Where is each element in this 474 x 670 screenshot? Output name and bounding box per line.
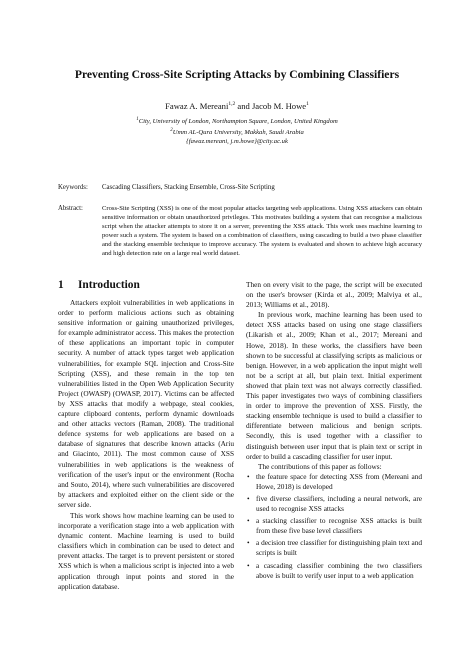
contribution-text: the feature space for detecting XSS from (Mereani and Howe, 2018) is developed bbox=[256, 471, 422, 491]
abstract-paragraph: Cross-Site Scripting (XSS) is one of the most popular attacks targeting web applications. Using XSS attackers can obtain sensitive information or obtain unauthorized privileges. This motivates building a system that can recognise a malicious script when the attacker attempts to store it on a server, preventing the XSS attack. This work uses machine learning to power such a system. The system is based on a combination of classifiers, using cascading to build a two phase classifier and the stacking ensemble technique to improve accuracy. The system is evaluated and shown to achieve high accuracy and high detection rate on a large real world dataset. bbox=[102, 205, 422, 258]
contribution-text: a stacking classifier to recognise XSS attacks is built from these five base level classifiers bbox=[256, 516, 422, 536]
body-paragraph: In previous work, machine learning has been used to detect XSS attacks based on using one stage classifiers (Likarish et al., 2009; Khan et al., 2017; Mereani and Howe, 2018). In these works, the classifiers have been shown to be successful at classifying scripts as malicious or benign. However, in a web application the input might well not be a script at all, but plain text. Initial experiment showed that plain text was not always correctly classified. This paper investigates two ways of combining classifiers in order to improve the prevention of XSS. Firstly, the stacking ensemble technique is used to build a classifier to differentiate between malicious and benign scripts. Secondly, this is used together with a classifier to distinguish between user input that is plain text or script in order to build a cascading classifier for user input. bbox=[246, 310, 422, 461]
abstract-label: Abstract: bbox=[58, 205, 83, 212]
paper-title: Preventing Cross-Site Scripting Attacks by Combining Classifiers bbox=[74, 68, 400, 81]
contribution-text: a decision tree classifier for distinguishing plain text and scripts is built bbox=[256, 538, 422, 558]
body-paragraph: Then on every visit to the page, the script will be executed on the user's browser (Kirda et al., 2009; Malviya et al., 2013; Williams et al., 2018). bbox=[246, 280, 422, 310]
bullet-icon: • bbox=[247, 471, 250, 481]
abstract-text bbox=[102, 204, 422, 259]
bullet-icon: • bbox=[247, 516, 250, 526]
contribution-list-item bbox=[246, 494, 422, 514]
contribution-list-item bbox=[246, 472, 422, 492]
section-heading bbox=[58, 279, 140, 291]
section-title: Introduction bbox=[78, 279, 140, 291]
section-number: 1 bbox=[58, 279, 64, 291]
affiliation-email: {fawaz.mereani, j.m.howe}@city.ac.uk bbox=[186, 138, 288, 145]
affiliation-1-text: City, University of London, Northampton Square, London, United Kingdom bbox=[138, 118, 338, 126]
keywords-label: Keywords: bbox=[58, 184, 88, 191]
bullet-icon: • bbox=[247, 538, 250, 548]
contribution-text: a cascading classifier combining the two classifiers above is built to verify user input to a web application bbox=[256, 560, 422, 580]
author-superscript: 1,2 bbox=[228, 101, 236, 108]
author-line bbox=[0, 101, 474, 111]
keywords-text: Cascading Classifiers, Stacking Ensemble, Cross-Site Scripting bbox=[102, 184, 275, 191]
left-column bbox=[58, 298, 234, 592]
affiliation-2-superscript: 2 bbox=[170, 128, 173, 133]
body-paragraph: The contributions of this paper as follows: bbox=[258, 461, 382, 471]
contribution-text: five diverse classifiers, including a neural network, are used to recognise XSS attacks bbox=[256, 493, 422, 514]
affiliation-1-superscript: 1 bbox=[136, 117, 139, 122]
author-name-second: and Jacob M. Howe bbox=[235, 101, 307, 111]
bullet-icon: • bbox=[247, 560, 250, 570]
author-name: Fawaz A. Mereani bbox=[165, 101, 229, 111]
contribution-list-item bbox=[246, 561, 422, 581]
body-paragraph: This work shows how machine learning can be used to incorporate a verification stage into a web application with dynamic content. Machine learning is used to build classifiers which in combination can be used to detect and prevent attacks. The target is to prevent persistent or stored XSS which is when a malicious script is injected into a web application through input points and stored in the application database. bbox=[58, 510, 234, 591]
right-column bbox=[246, 280, 422, 581]
body-paragraph: Attackers exploit vulnerabilities in web applications in order to perform malicious actions such as obtaining sensitive information or gaining unauthorized privileges, for example administrator access. This makes the protection of these applications an important topic in computer security. A number of attack types target web application vulnerabilities, for example SQL injection and Cross-Site Scripting (XSS), and these remain in the top ten vulnerabilities listed in the Open Web Application Security Project (OWASP) (OWASP, 2017). Victims can be affected by XSS attacks that modify a webpage, steal cookies, capture clipboard contents, perform dynamic downloads and other attacks vectors (Raman, 2008). The traditional defence systems for web applications are based on a database of signatures that describe known attacks (Ariu and Giacinto, 2011). The most common cause of XSS vulnerabilities in web applications is the weakness of verification of the user's input or the environment (Rocha and Souto, 2014), where such vulnerabilities are discovered by attackers and exploited either on the client side or the server side. bbox=[58, 298, 234, 509]
contribution-list-item bbox=[246, 538, 422, 558]
affiliation-1 bbox=[0, 116, 474, 126]
author-superscript-second: 1 bbox=[306, 101, 309, 108]
contribution-list-item bbox=[246, 516, 422, 536]
bullet-icon: • bbox=[247, 493, 250, 503]
affiliation-2 bbox=[0, 127, 474, 137]
affiliation-2-text: Umm AL-Qura University, Makkah, Saudi Arabia bbox=[172, 129, 304, 137]
